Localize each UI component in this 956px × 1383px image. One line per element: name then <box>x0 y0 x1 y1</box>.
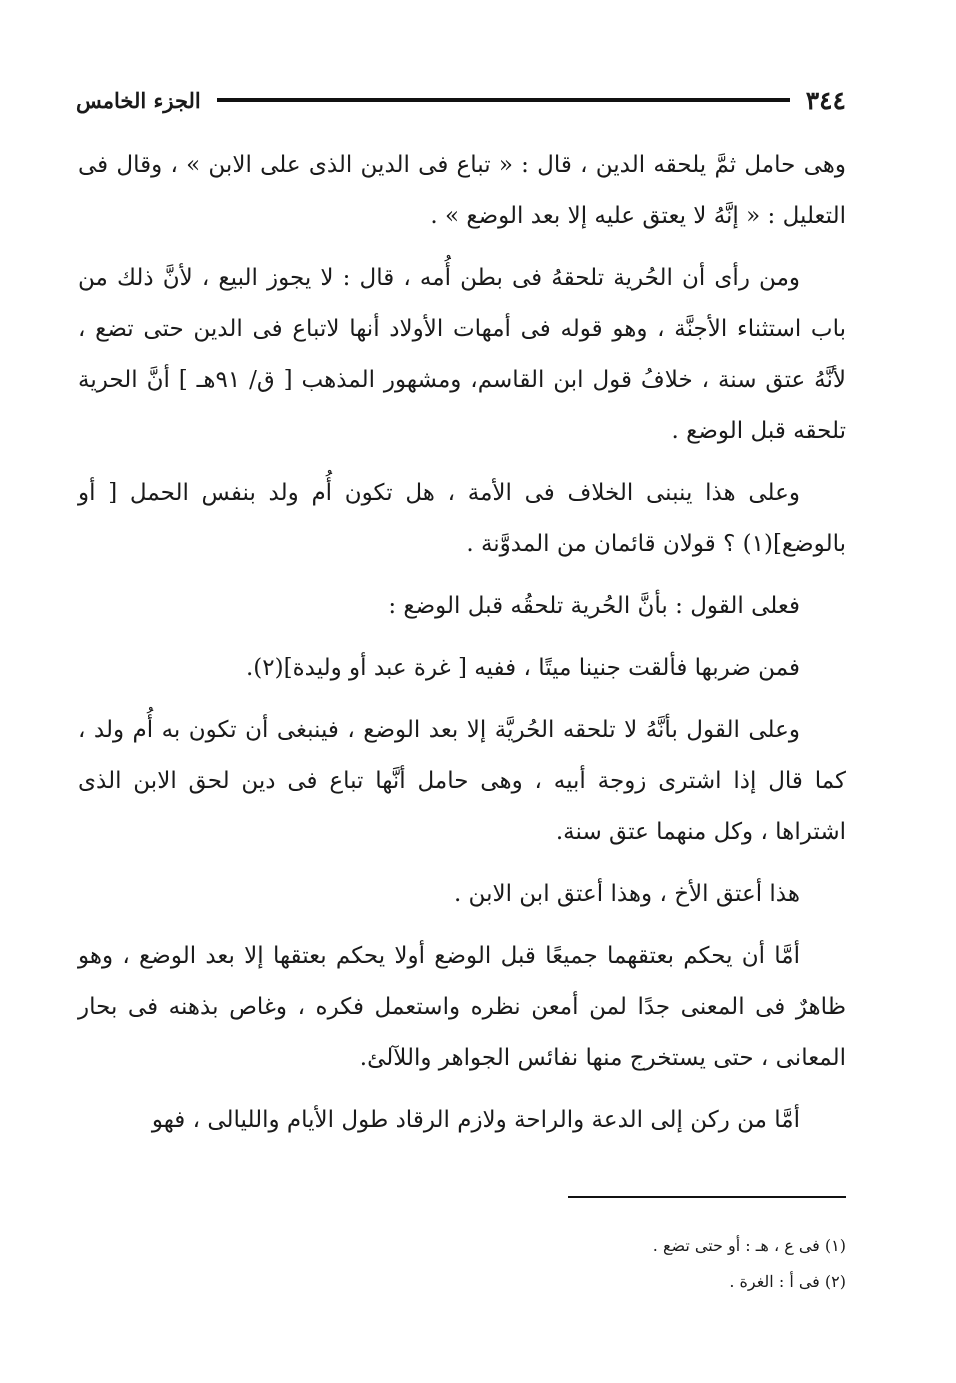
page-number: ٣٤٤ <box>805 85 846 115</box>
footnote-rule <box>568 1196 846 1198</box>
page-header <box>76 78 846 122</box>
footnote: (٢) فى أ : الغرة . <box>729 1272 846 1291</box>
header-rule <box>217 98 790 102</box>
paragraph: فعلى القول : بأنَّ الحُرية تلحقُه قبل الوضع : <box>388 593 800 619</box>
paragraph: وهى حامل ثمَّ يلحقه الدين ، قال : « تباع فى الدين الذى على الابن » ، وقال فى التعليل : « إنَّهُ لا يعتق عليه إلا بعد الوضع » . <box>78 152 846 229</box>
footnotes <box>478 1228 846 1300</box>
running-title: الجزء الخامس <box>76 87 201 113</box>
paragraph: ومن رأى أن الحُرية تلحقهُ فى بطن أُمه ، قال : لا يجوز البيع ، لأنَّ ذلك من باب استثناء الأجنَّة ، وهو قوله فى أمهات الأولاد أنها لاتباع فى الدين حتى تضع ، لأنَّهُ عتق سنة ، خلافُ قول ابن القاسم، ومشهور المذهب [ ق/ ٩١هـ ] أنَّ الحرية تلحقه قبل الوضع . <box>78 265 846 444</box>
paragraph: أمَّا من ركن إلى الدعة والراحة ولازم الرقاد طول الأيام والليالى ، فهو <box>151 1107 800 1133</box>
paragraph: فمن ضربها فألقت جنينا ميتًا ، ففيه [ غرة عبد أو وليدة](٢). <box>245 655 800 681</box>
footnote: (١) فى ع ، هـ : أو حتى تضع . <box>652 1236 846 1255</box>
paragraph: هذا أعتق الأخ ، وهذا أعتق ابن الابن . <box>453 881 800 907</box>
body-text <box>78 140 846 1157</box>
paragraph: أمَّا أن يحكم بعتقهما جميعًا قبل الوضع أولا يحكم بعتقها إلا بعد الوضع ، وهو ظاهرٌ فى المعنى جدًا لمن أمعن نظره واستعمل فكره ، وغاص بذهنه فى بحار المعانى ، حتى يستخرج منها نفائس الجواهر واللآلئ. <box>78 943 846 1071</box>
paragraph: وعلى هذا ينبنى الخلاف فى الأمة ، هل تكون أُم ولد بنفس الحمل [ أو بالوضع](١) ؟ قولان قائمان من المدوَّنة . <box>78 480 846 557</box>
paragraph: وعلى القول بأنَّهُ لا تلحقه الحُريَّة إلا بعد الوضع ، فينبغى أن تكون به أُم ولد ، كما قال إذا اشترى زوجة أبيه ، وهى حامل أنَّها تباع فى دين لحق الابن الذى اشتراها ، وكل منهما عتق سنة. <box>78 717 846 845</box>
